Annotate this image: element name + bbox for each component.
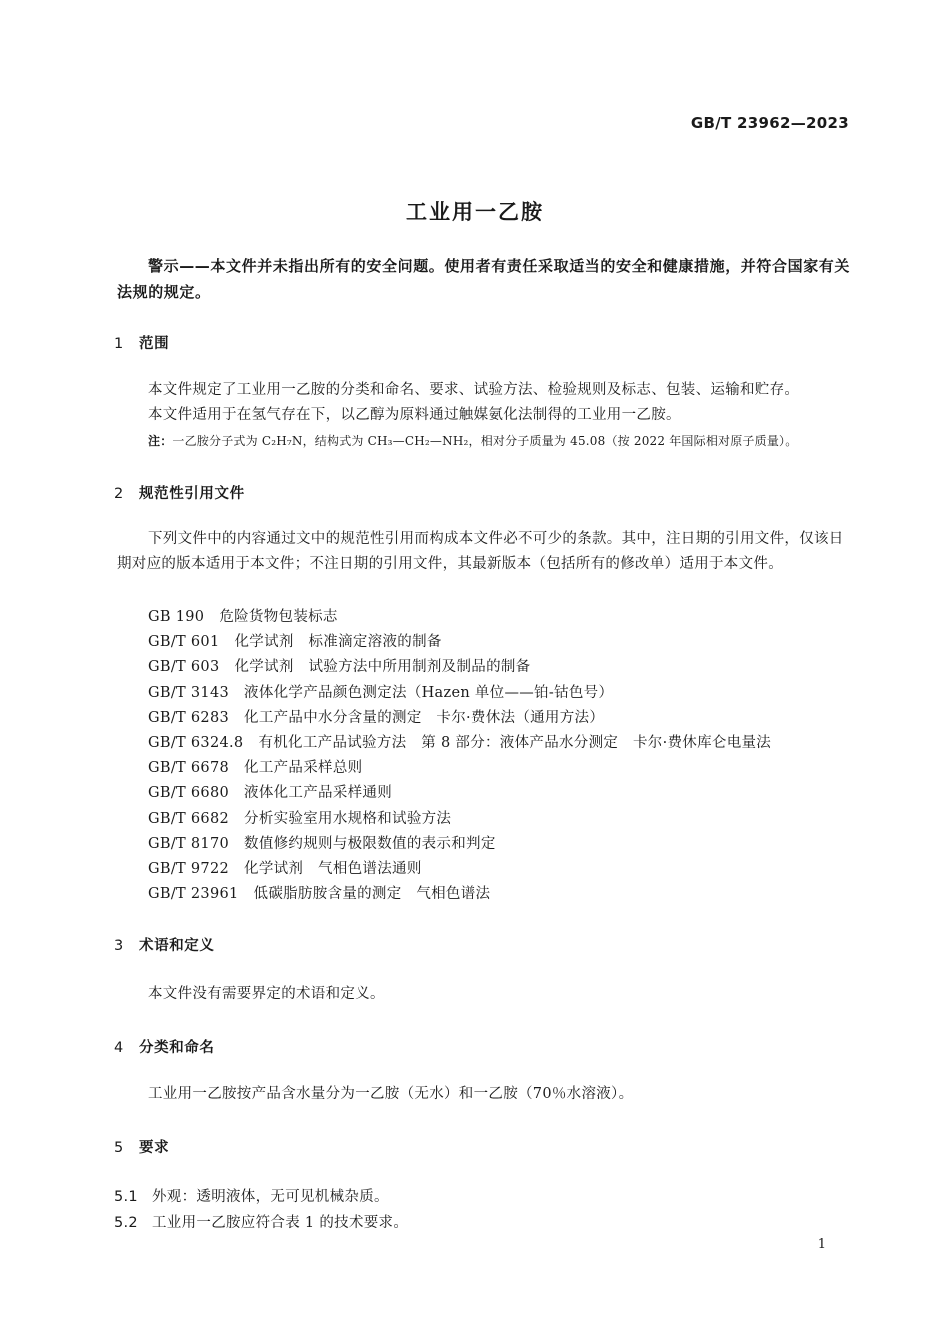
section-number: 5 — [114, 1140, 124, 1156]
clause-5-1 — [114, 1185, 389, 1206]
reference-item — [148, 731, 771, 756]
reference-item — [148, 630, 771, 655]
reference-item — [148, 605, 771, 630]
reference-title: 化学试剂 标准滴定溶液的制备 — [234, 634, 442, 651]
reference-item — [148, 857, 771, 882]
reference-title: 化工产品采样总则 — [244, 760, 363, 777]
clause-text: 外观：透明液体，无可见机械杂质。 — [152, 1189, 389, 1205]
section-title: 要求 — [139, 1140, 170, 1156]
scope-paragraph-1: 本文件规定了工业用一乙胺的分类和命名、要求、试验方法、检验规则及标志、包装、运输和贮存。 — [148, 382, 800, 398]
section-number: 1 — [114, 336, 124, 352]
section-title: 范围 — [139, 336, 170, 352]
reference-item — [148, 756, 771, 781]
section-title: 术语和定义 — [139, 938, 215, 954]
reference-code: GB/T 603 — [148, 659, 220, 676]
section-5-heading — [114, 1136, 169, 1157]
reference-code: GB/T 6283 — [148, 709, 230, 726]
terms-paragraph: 本文件没有需要界定的术语和定义。 — [148, 986, 385, 1002]
reference-code: GB/T 9722 — [148, 860, 230, 877]
classification-paragraph: 工业用一乙胺按产品含水量分为一乙胺（无水）和一乙胺（70％水溶液）。 — [148, 1086, 634, 1102]
clause-text: 工业用一乙胺应符合表 1 的技术要求。 — [152, 1215, 409, 1231]
reference-code: GB/T 8170 — [148, 835, 230, 852]
reference-title: 液体化学产品颜色测定法（Hazen 单位——铂-钴色号） — [244, 684, 614, 701]
section-3-heading — [114, 934, 215, 955]
section-title: 分类和命名 — [139, 1040, 215, 1056]
scope-paragraph-2: 本文件适用于在氢气存在下，以乙醇为原料通过触媒氨化法制得的工业用一乙胺。 — [148, 407, 681, 423]
reference-title: 危险货物包装标志 — [219, 609, 338, 625]
reference-item — [148, 655, 771, 680]
clause-number: 5.1 — [114, 1189, 138, 1205]
reference-title: 化学试剂 气相色谱法通则 — [244, 860, 422, 877]
reference-title: 数值修约规则与极限数值的表示和判定 — [244, 835, 496, 852]
section-number: 4 — [114, 1040, 124, 1056]
reference-item — [148, 706, 771, 731]
reference-title: 有机化工产品试验方法 第 8 部分：液体产品水分测定 卡尔·费休库仑电量法 — [258, 734, 772, 751]
scope-note — [148, 432, 858, 449]
section-2-heading — [114, 482, 245, 503]
section-title: 规范性引用文件 — [139, 486, 245, 502]
note-text: 一乙胺分子式为 C₂H₇N，结构式为 CH₃—CH₂—NH₂，相对分子质量为 45.08（按 2022 年国际相对原子质量）。 — [172, 434, 798, 448]
reference-code: GB/T 6680 — [148, 785, 230, 802]
reference-title: 分析实验室用水规格和试验方法 — [244, 810, 452, 827]
reference-item — [148, 781, 771, 806]
reference-title: 低碳脂肪胺含量的测定 气相色谱法 — [253, 886, 491, 903]
clause-number: 5.2 — [114, 1215, 138, 1231]
note-label: 注： — [148, 434, 173, 448]
page-number: 1 — [817, 1237, 826, 1252]
reference-list — [148, 605, 771, 907]
standard-code: GB/T 23962—2023 — [690, 114, 849, 132]
reference-item — [148, 681, 771, 706]
reference-code: GB/T 601 — [148, 634, 220, 651]
document-title: 工业用一乙胺 — [406, 200, 544, 224]
normative-refs-intro: 下列文件中的内容通过文中的规范性引用而构成本文件必不可少的条款。其中，注日期的引用文件，仅该日期对应的版本适用于本文件；不注日期的引用文件，其最新版本（包括所有的修改单）适用于本文件。 — [117, 531, 844, 572]
reference-title: 液体化工产品采样通则 — [244, 785, 393, 802]
warning-paragraph: 警示——本文件并未指出所有的安全问题。使用者有责任采取适当的安全和健康措施，并符合国家有关法规的规定。 — [117, 257, 851, 301]
reference-code: GB/T 23961 — [148, 886, 239, 903]
reference-code: GB 190 — [148, 609, 205, 625]
reference-title: 化工产品中水分含量的测定 卡尔·费休法（通用方法） — [244, 709, 605, 726]
reference-code: GB/T 6324.8 — [148, 734, 244, 751]
reference-code: GB/T 6678 — [148, 760, 230, 777]
reference-item — [148, 882, 771, 907]
reference-item — [148, 807, 771, 832]
reference-code: GB/T 6682 — [148, 810, 230, 827]
clause-5-2 — [114, 1211, 408, 1232]
section-number: 3 — [114, 938, 124, 954]
reference-title: 化学试剂 试验方法中所用制剂及制品的制备 — [234, 659, 531, 676]
reference-code: GB/T 3143 — [148, 684, 230, 701]
section-number: 2 — [114, 486, 124, 502]
section-4-heading — [114, 1036, 215, 1057]
reference-item — [148, 832, 771, 857]
section-1-heading — [114, 332, 169, 353]
